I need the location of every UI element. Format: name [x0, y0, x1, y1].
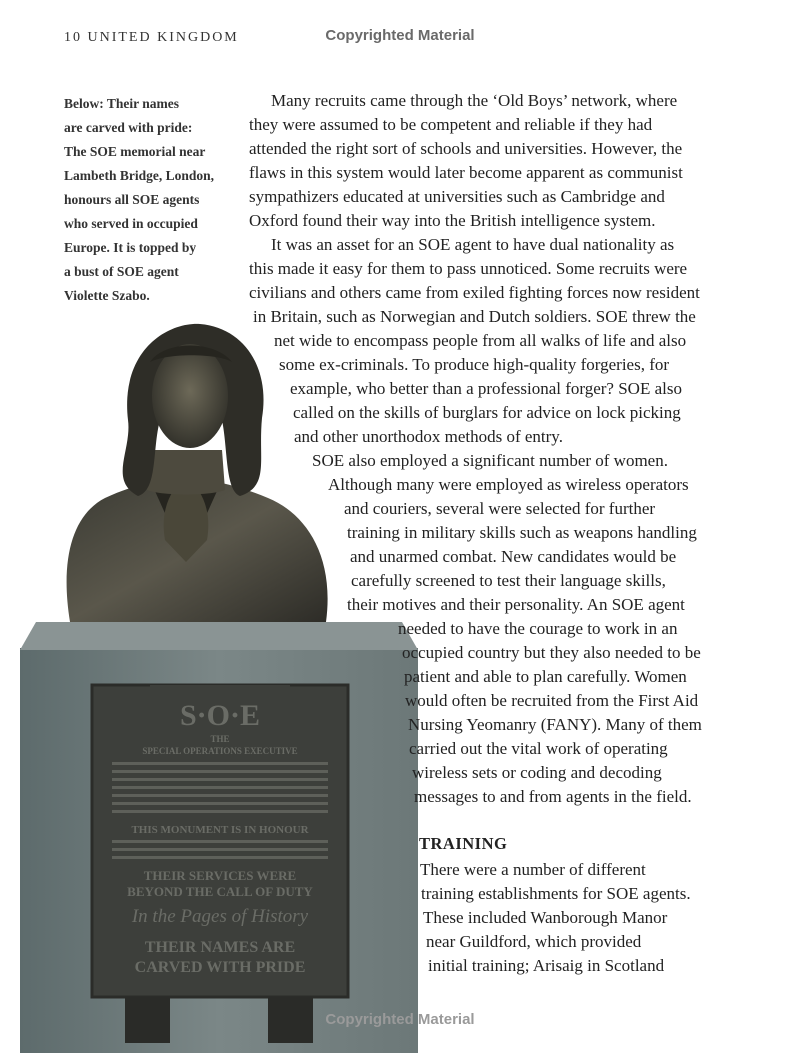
- svg-text:THEIR SERVICES WERE: THEIR SERVICES WERE: [143, 868, 297, 883]
- caption-line: Below: Their names: [64, 96, 180, 111]
- svg-text:THE: THE: [210, 734, 230, 744]
- training-line: These included Wanborough Manor: [423, 908, 668, 927]
- caption-line: who served in occupied: [64, 216, 198, 231]
- caption-line: Europe. It is topped by: [64, 240, 197, 255]
- body-line: It was an asset for an SOE agent to have dual nationality as: [271, 235, 675, 254]
- body-line: in Britain, such as Norwegian and Dutch soldiers. SOE threw the: [253, 307, 696, 326]
- body-line: training in military skills such as weapons handling: [347, 523, 697, 542]
- body-line: Nursing Yeomanry (FANY). Many of them: [408, 715, 702, 734]
- svg-text:SPECIAL OPERATIONS EXECUTIVE: SPECIAL OPERATIONS EXECUTIVE: [142, 746, 298, 756]
- body-line: flaws in this system would later become apparent as communist: [249, 163, 683, 182]
- body-line: would often be recruited from the First Aid: [405, 691, 699, 710]
- caption-line: Violette Szabo.: [64, 288, 150, 303]
- caption-line: a bust of SOE agent: [64, 264, 179, 279]
- section-heading-training: TRAINING: [419, 834, 508, 853]
- photo-caption: [64, 92, 239, 308]
- watermark-top: Copyrighted Material: [325, 27, 475, 44]
- body-line: their motives and their personality. An SOE agent: [347, 595, 685, 614]
- training-line: training establishments for SOE agents.: [421, 884, 691, 903]
- body-line: and other unorthodox methods of entry.: [294, 427, 563, 446]
- plaque-title: S·O·E: [179, 699, 261, 732]
- running-head: 10 UNITED KINGDOM: [64, 30, 239, 45]
- body-line: net wide to encompass people from all walks of life and also: [274, 331, 687, 350]
- body-line: example, who better than a professional forger? SOE also: [290, 379, 682, 398]
- body-line: carried out the vital work of operating: [409, 739, 668, 758]
- caption-line: honours all SOE agents: [64, 192, 200, 207]
- body-line: patient and able to plan carefully. Women: [404, 667, 687, 686]
- body-line: messages to and from agents in the field.: [414, 787, 692, 806]
- training-line: initial training; Arisaig in Scotland: [428, 956, 665, 975]
- svg-text:THEIR NAMES ARE: THEIR NAMES ARE: [144, 939, 296, 956]
- caption-line: are carved with pride:: [64, 120, 193, 135]
- bronze-plaque: [92, 685, 348, 997]
- body-line: and unarmed combat. New candidates would be: [350, 547, 677, 566]
- body-line: carefully screened to test their language skills,: [351, 571, 666, 590]
- body-line: sympathizers educated at universities such as Cambridge and: [249, 187, 665, 206]
- training-line: There were a number of different: [420, 860, 646, 879]
- body-line: and couriers, several were selected for further: [344, 499, 656, 518]
- body-line: some ex-criminals. To produce high-quality forgeries, for: [279, 355, 670, 374]
- body-line: civilians and others came from exiled fighting forces now resident: [249, 283, 700, 302]
- svg-text:CARVED WITH PRIDE: CARVED WITH PRIDE: [134, 959, 306, 976]
- svg-text:In the Pages of History: In the Pages of History: [131, 906, 309, 927]
- body-line: Oxford found their way into the British intelligence system.: [249, 211, 656, 230]
- svg-text:THIS MONUMENT IS IN HONOUR: THIS MONUMENT IS IN HONOUR: [131, 824, 309, 836]
- body-line: occupied country but they also needed to be: [402, 643, 701, 662]
- caption-line: Lambeth Bridge, London,: [64, 168, 215, 183]
- caption-line: The SOE memorial near: [64, 144, 206, 159]
- body-line: needed to have the courage to work in an: [398, 619, 678, 638]
- svg-text:BEYOND THE CALL OF DUTY: BEYOND THE CALL OF DUTY: [127, 884, 313, 899]
- body-line: Many recruits came through the ‘Old Boys’ network, where: [271, 91, 678, 110]
- body-line: attended the right sort of schools and universities. However, the: [249, 139, 683, 158]
- body-line: this made it easy for them to pass unnoticed. Some recruits were: [249, 259, 688, 278]
- body-line: called on the skills of burglars for advice on lock picking: [293, 403, 681, 422]
- body-line: wireless sets or coding and decoding: [412, 763, 662, 782]
- watermark-bottom: Copyrighted Material: [325, 1011, 475, 1028]
- body-line: SOE also employed a significant number of women.: [312, 451, 668, 470]
- training-line: near Guildford, which provided: [426, 932, 642, 951]
- body-line: Although many were employed as wireless operators: [328, 475, 689, 494]
- body-line: they were assumed to be competent and reliable if they had: [249, 115, 653, 134]
